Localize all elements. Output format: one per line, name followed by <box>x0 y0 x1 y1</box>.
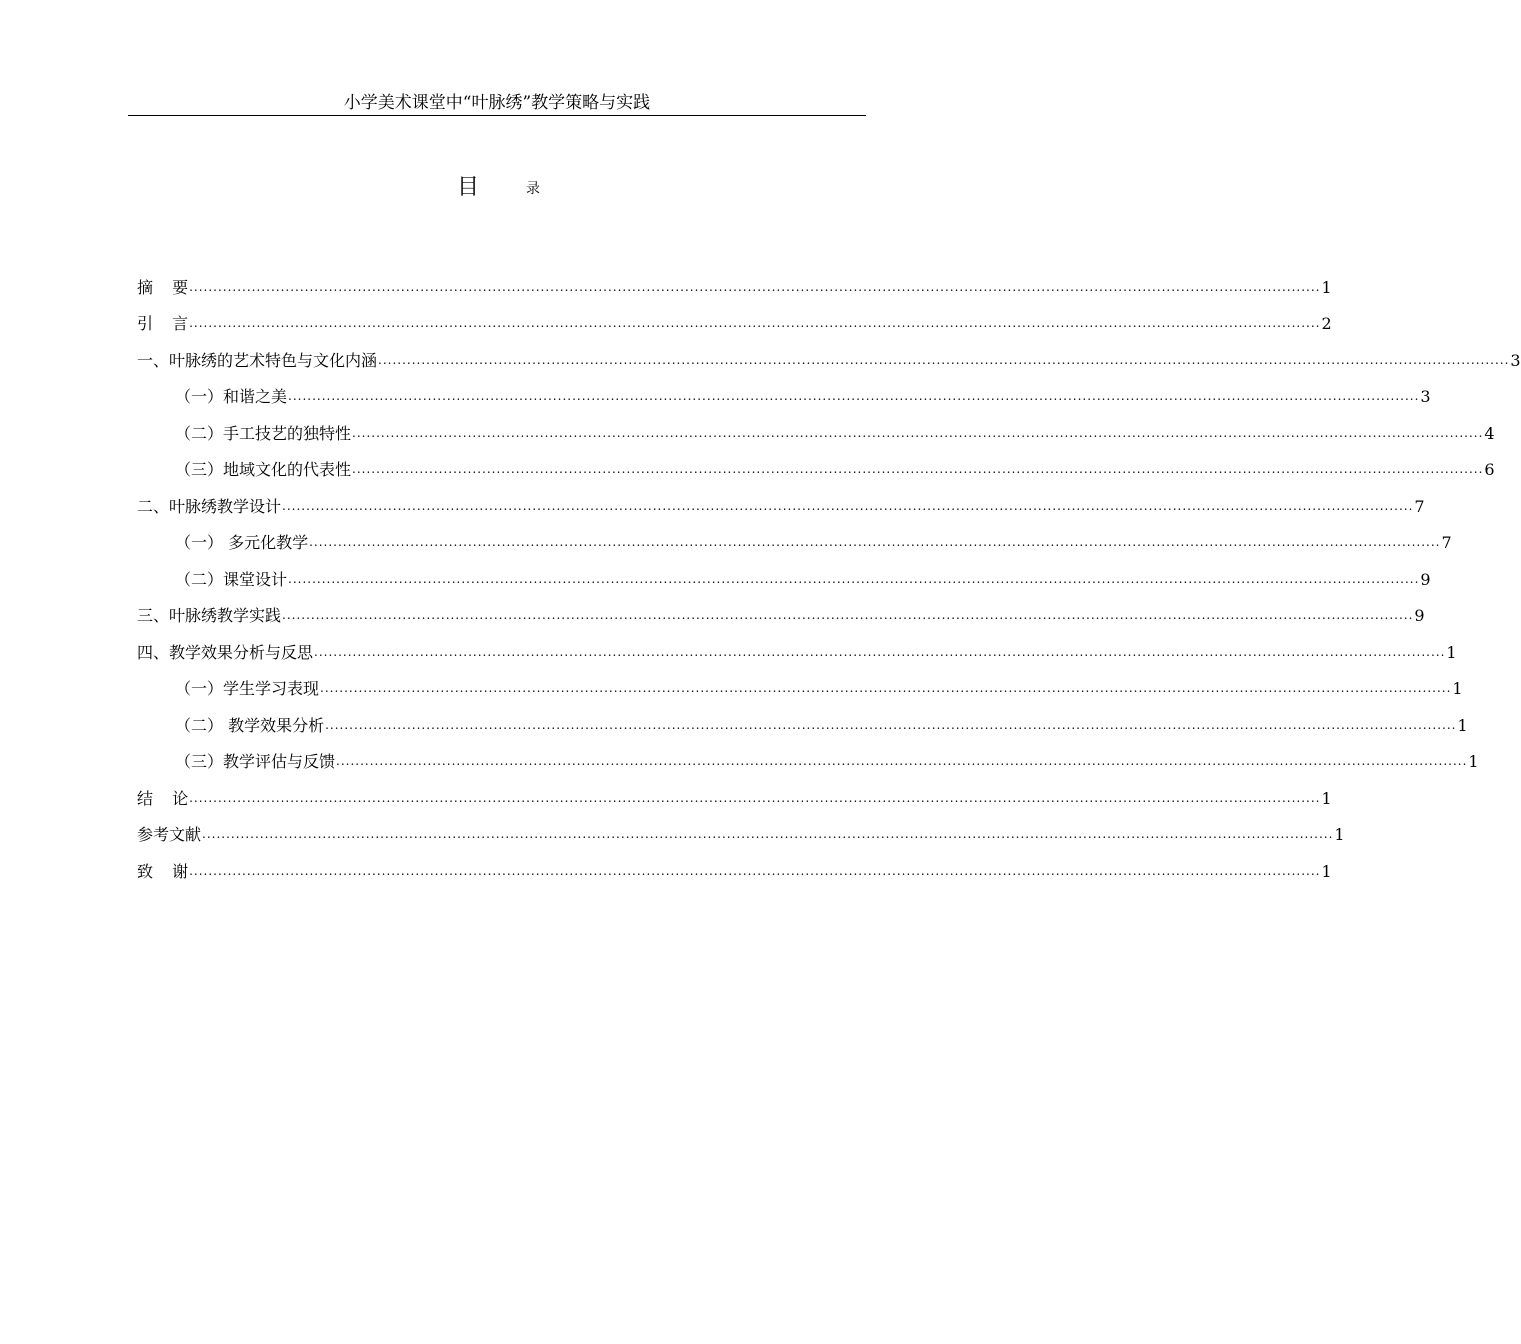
toc-entry-section-1-1[interactable] <box>137 372 1431 409</box>
toc-dot-leader: ........................................................................................................................................................................................................................................... <box>378 352 1510 367</box>
toc-dot-leader: ........................................................................................................................................................................................................................................... <box>336 754 1468 768</box>
toc-entry-section-1-2[interactable] <box>137 408 1495 445</box>
toc-dot-leader: ........................................................................................................................................................................................................................................... <box>325 717 1457 732</box>
toc-entry-label: 一、叶脉绣的艺术特色与文化内涵 <box>137 350 378 370</box>
toc-page-number: 1 <box>1468 752 1479 771</box>
toc-entry-label: （二） 教学效果分析 <box>175 715 325 735</box>
toc-dot-leader: ........................................................................................................................................................................................................................................... <box>320 681 1452 695</box>
toc-dot-leader: ........................................................................................................................................................................................................................................... <box>189 279 1321 294</box>
toc-page-number: 1 <box>1452 679 1463 698</box>
toc-entry-chapter-3[interactable] <box>137 591 1425 628</box>
toc-page-number: 3 <box>1420 387 1431 406</box>
header-divider <box>128 115 866 116</box>
toc-page-number: 7 <box>1441 533 1452 552</box>
toc-entry-label: （一）和谐之美 <box>175 387 288 406</box>
toc-page-number: 4 <box>1484 423 1495 443</box>
toc-dot-leader: ........................................................................................................................................................................................................................................... <box>352 425 1484 440</box>
toc-entry-label: 结 论 <box>137 788 189 808</box>
toc-entry-label: 三、叶脉绣教学实践 <box>137 606 282 625</box>
toc-page-number: 1 <box>1457 715 1468 735</box>
toc-entry-section-2-2[interactable] <box>137 554 1431 591</box>
toc-page-number: 1 <box>1321 861 1332 881</box>
toc-entry-chapter-2[interactable] <box>137 481 1425 518</box>
toc-dot-leader: ........................................................................................................................................................................................................................................... <box>202 827 1334 841</box>
toc-entry-references[interactable] <box>137 810 1345 847</box>
toc-entry-label: 二、叶脉绣教学设计 <box>137 496 282 516</box>
toc-dot-leader: ........................................................................................................................................................................................................................................... <box>288 389 1420 403</box>
toc-page-number: 9 <box>1414 606 1425 625</box>
toc-entry-section-4-2[interactable] <box>137 700 1468 737</box>
table-of-contents <box>137 262 1521 883</box>
toc-entry-abstract[interactable] <box>137 262 1332 299</box>
toc-entry-label: 参考文献 <box>137 825 202 844</box>
toc-entry-label: 四、教学效果分析与反思 <box>137 642 314 662</box>
toc-entry-section-1-3[interactable] <box>137 445 1495 482</box>
toc-entry-acknowledgements[interactable] <box>137 846 1332 883</box>
toc-entry-label: （一）学生学习表现 <box>175 679 320 698</box>
toc-entry-label: （二）课堂设计 <box>175 569 288 589</box>
toc-dot-leader: ........................................................................................................................................................................................................................................... <box>189 863 1321 878</box>
toc-page-number: 1 <box>1334 825 1345 844</box>
toc-page-number: 1 <box>1446 642 1457 662</box>
toc-entry-section-2-1[interactable] <box>137 518 1452 555</box>
toc-page-number: 3 <box>1510 350 1521 370</box>
toc-page-number: 2 <box>1321 314 1332 333</box>
toc-dot-leader: ........................................................................................................................................................................................................................................... <box>189 316 1321 330</box>
toc-dot-leader: ........................................................................................................................................................................................................................................... <box>282 498 1414 513</box>
toc-heading <box>0 174 950 204</box>
toc-entry-label: （二）手工技艺的独特性 <box>175 423 352 443</box>
toc-entry-label: （一） 多元化教学 <box>175 533 309 552</box>
toc-entry-label: 摘 要 <box>137 277 189 297</box>
toc-dot-leader: ........................................................................................................................................................................................................................................... <box>189 790 1321 805</box>
toc-dot-leader: ........................................................................................................................................................................................................................................... <box>288 571 1420 586</box>
toc-entry-chapter-4[interactable] <box>137 627 1457 664</box>
toc-dot-leader: ........................................................................................................................................................................................................................................... <box>352 462 1484 476</box>
toc-entry-introduction[interactable] <box>137 299 1332 336</box>
toc-entry-label: 引 言 <box>137 314 189 333</box>
toc-heading-main: 目 <box>457 175 480 200</box>
toc-page-number: 9 <box>1420 569 1431 589</box>
toc-page-number: 1 <box>1321 788 1332 808</box>
toc-entry-label: （三）地域文化的代表性 <box>175 460 352 479</box>
toc-entry-section-4-3[interactable] <box>137 737 1479 774</box>
toc-entry-label: 致 谢 <box>137 861 189 881</box>
toc-page-number: 6 <box>1484 460 1495 479</box>
toc-dot-leader: ........................................................................................................................................................................................................................................... <box>309 535 1441 549</box>
toc-dot-leader: ........................................................................................................................................................................................................................................... <box>282 608 1414 622</box>
toc-dot-leader: ........................................................................................................................................................................................................................................... <box>314 644 1446 659</box>
toc-page-number: 7 <box>1414 496 1425 516</box>
toc-heading-sub: 录 <box>526 181 540 197</box>
toc-entry-section-4-1[interactable] <box>137 664 1463 701</box>
toc-entry-label: （三）教学评估与反馈 <box>175 752 336 771</box>
toc-page-number: 1 <box>1321 277 1332 297</box>
running-header-title: 小学美术课堂中“叶脉绣”教学策略与实践 <box>343 93 651 113</box>
toc-entry-chapter-1[interactable] <box>137 335 1521 372</box>
toc-entry-conclusion[interactable] <box>137 773 1332 810</box>
